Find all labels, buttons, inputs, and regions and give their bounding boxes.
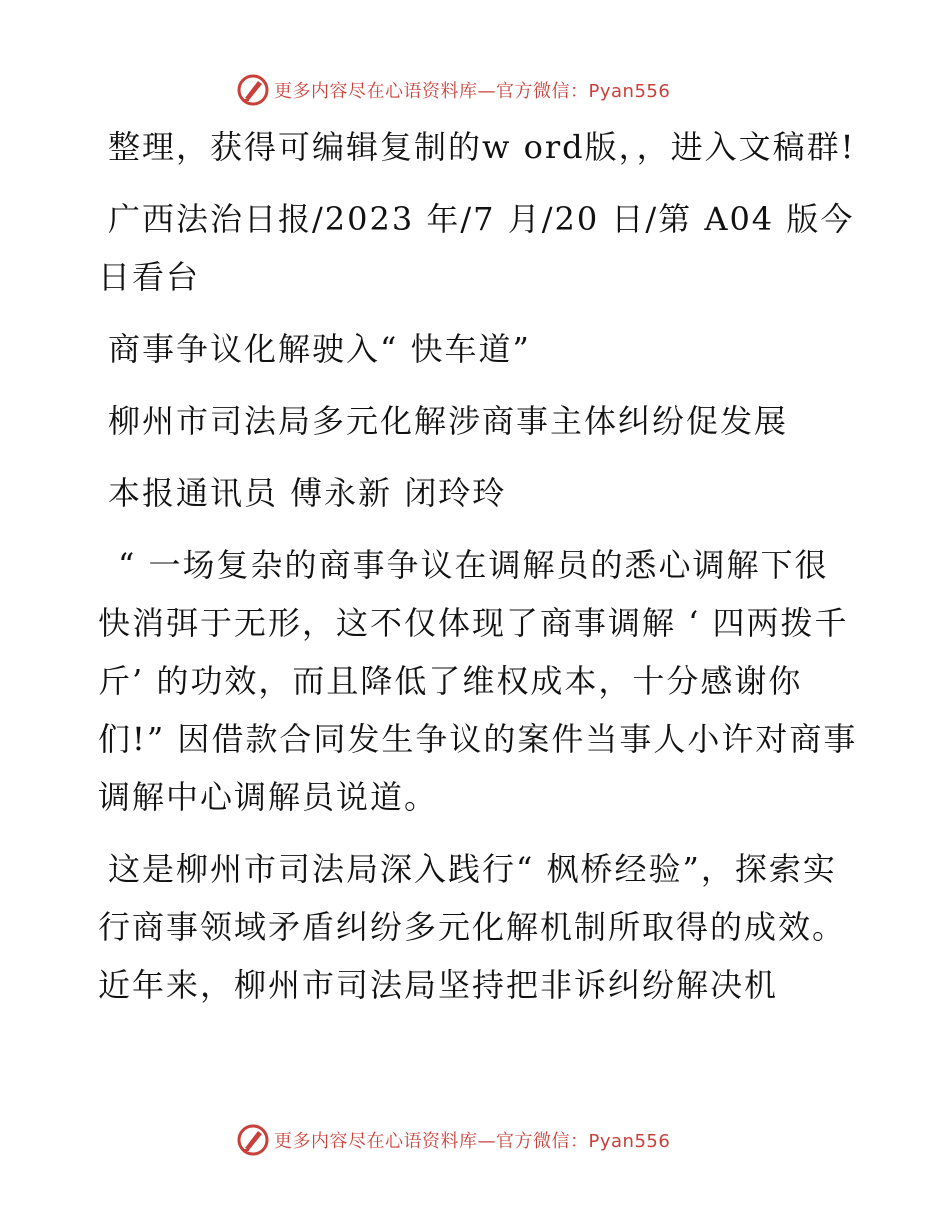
- article-byline: 本报通讯员 傅永新 闭玲玲: [108, 474, 507, 512]
- footer-watermark: [236, 1122, 670, 1158]
- watermark-wechat-id: Pyan556: [588, 1131, 671, 1152]
- paragraph-source: 广西法治日报/2023 年/7 月/20 日/第 A04 版今日看台: [98, 200, 855, 296]
- document-body: [98, 118, 858, 1028]
- watermark-text: 更多内容尽在心语资料库—官方微信：Pyan556: [274, 81, 671, 102]
- header-watermark: [236, 72, 670, 108]
- paragraph-body: 这是柳州市司法局深入践行“ 枫桥经验”，探索实行商事领域矛盾纠纷多元化解机制所取得的成效。近年来，柳州市司法局坚持把非诉纠纷解决机: [98, 850, 847, 1004]
- paragraph-quote: “ 一场复杂的商事争议在调解员的悉心调解下很快消弭于无形，这不仅体现了商事调解 ‘ 四两拨千斤’ 的功效，而且降低了维权成本，十分感谢你们!” 因借款合同发生争议的案件当事人小许对商事调解中心调解员说道。: [98, 546, 858, 816]
- quill-pen-logo-icon: [236, 1123, 270, 1157]
- article-title: 商事争议化解驶入“ 快车道”: [108, 330, 531, 368]
- watermark-wechat-id: Pyan556: [588, 81, 671, 102]
- paragraph-intro: 整理，获得可编辑复制的w ord版，，进入文稿群!: [108, 128, 856, 166]
- article-subtitle: 柳州市司法局多元化解涉商事主体纠纷促发展: [108, 402, 789, 440]
- quill-pen-logo-icon: [236, 73, 270, 107]
- watermark-text: 更多内容尽在心语资料库—官方微信：Pyan556: [274, 1131, 671, 1152]
